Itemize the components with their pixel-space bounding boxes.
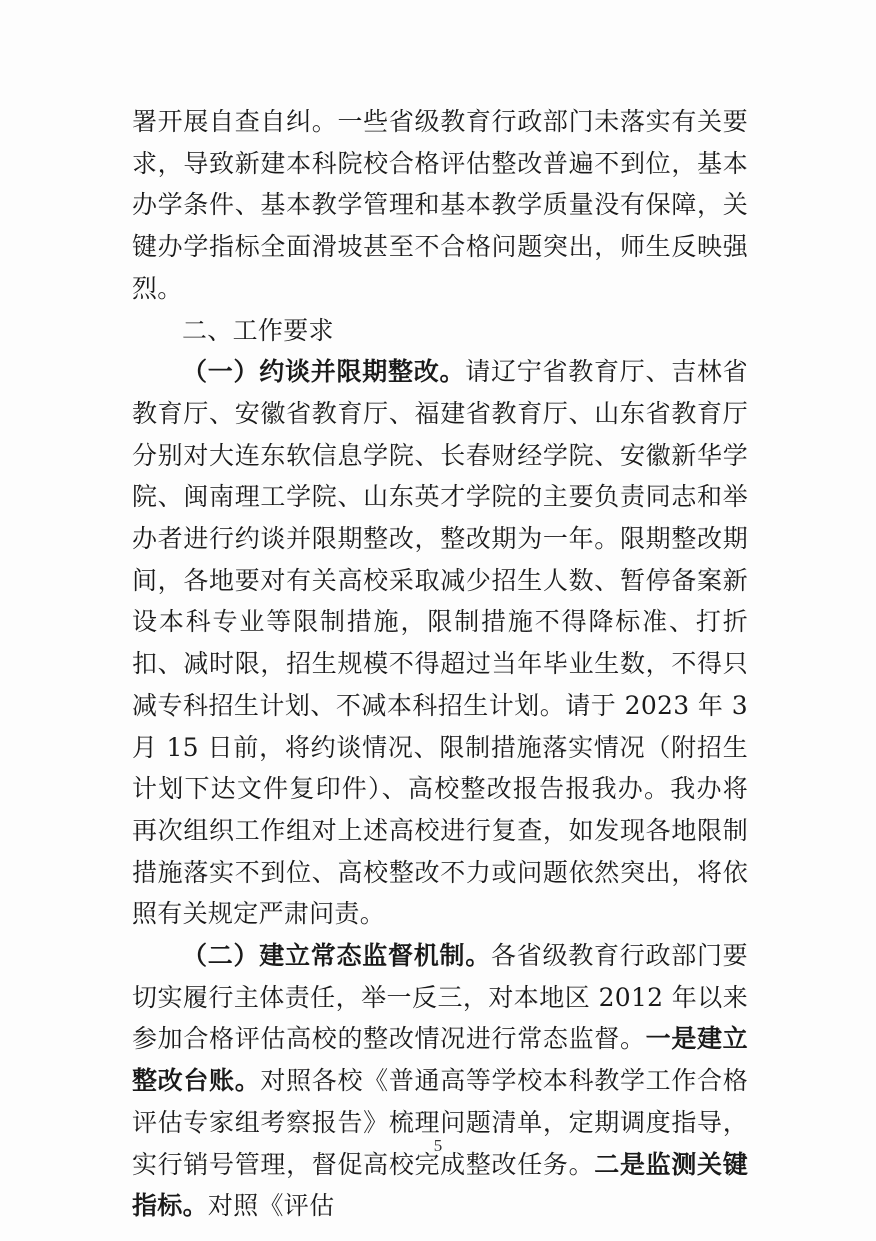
paragraph-2-lead: （一）约谈并限期整改。	[182, 357, 466, 387]
section-heading	[132, 310, 748, 352]
page-number: 5	[433, 1136, 443, 1155]
paragraph-3-lead: （二）建立常态监督机制。	[182, 941, 491, 971]
paragraph-3-emphasis-2: 二是监测关键指标。	[132, 1149, 748, 1221]
paragraph-1	[132, 101, 748, 310]
paragraph-3-body-1: 各省级教育行政部门要切实履行主体责任，举一反三，对本地区 2012 年以来参加合格评估高校的整改情况进行常态监督。	[132, 941, 748, 1054]
paragraph-2	[132, 351, 748, 935]
section-heading-text: 二、工作要求	[182, 315, 334, 345]
paragraph-1-text: 署开展自查自纠。一些省级教育行政部门未落实有关要求，导致新建本科院校合格评估整改普遍不到位，基本办学条件、基本教学管理和基本教学质量没有保障，关键办学指标全面滑坡甚至不合格问题突出，师生反映强烈。	[132, 107, 748, 303]
paragraph-3-body-3: 对照《评估	[207, 1191, 335, 1221]
paragraph-3-body-2: 对照各校《普通高等学校本科教学工作合格评估专家组考察报告》梳理问题清单，定期调度指导，实行销号管理，督促高校完成整改任务。	[132, 1066, 748, 1179]
paragraph-3-emphasis-1: 一是建立整改台账。	[132, 1024, 748, 1096]
paragraph-3	[132, 935, 748, 1227]
paragraph-2-body: 请辽宁省教育厅、吉林省教育厅、安徽省教育厅、福建省教育厅、山东省教育厅分别对大连东软信息学院、长春财经学院、安徽新华学院、闽南理工学院、山东英才学院的主要负责同志和举办者进行约谈并限期整改，整改期为一年。限期整改期间，各地要对有关高校采取减少招生人数、暂停备案新设本科专业等限制措施，限制措施不得降标准、打折扣、减时限，招生规模不得超过当年毕业生数，不得只减专科招生计划、不减本科招生计划。请于 2023 年 3 月 15 日前，将约谈情况、限制措施落实情况（附招生计划下达文件复印件）、高校整改报告报我办。我办将再次组织工作组对上述高校进行复查，如发现各地限制措施落实不到位、高校整改不力或问题依然突出，将依照有关规定严肃问责。	[132, 357, 748, 929]
document-body	[132, 101, 748, 1227]
